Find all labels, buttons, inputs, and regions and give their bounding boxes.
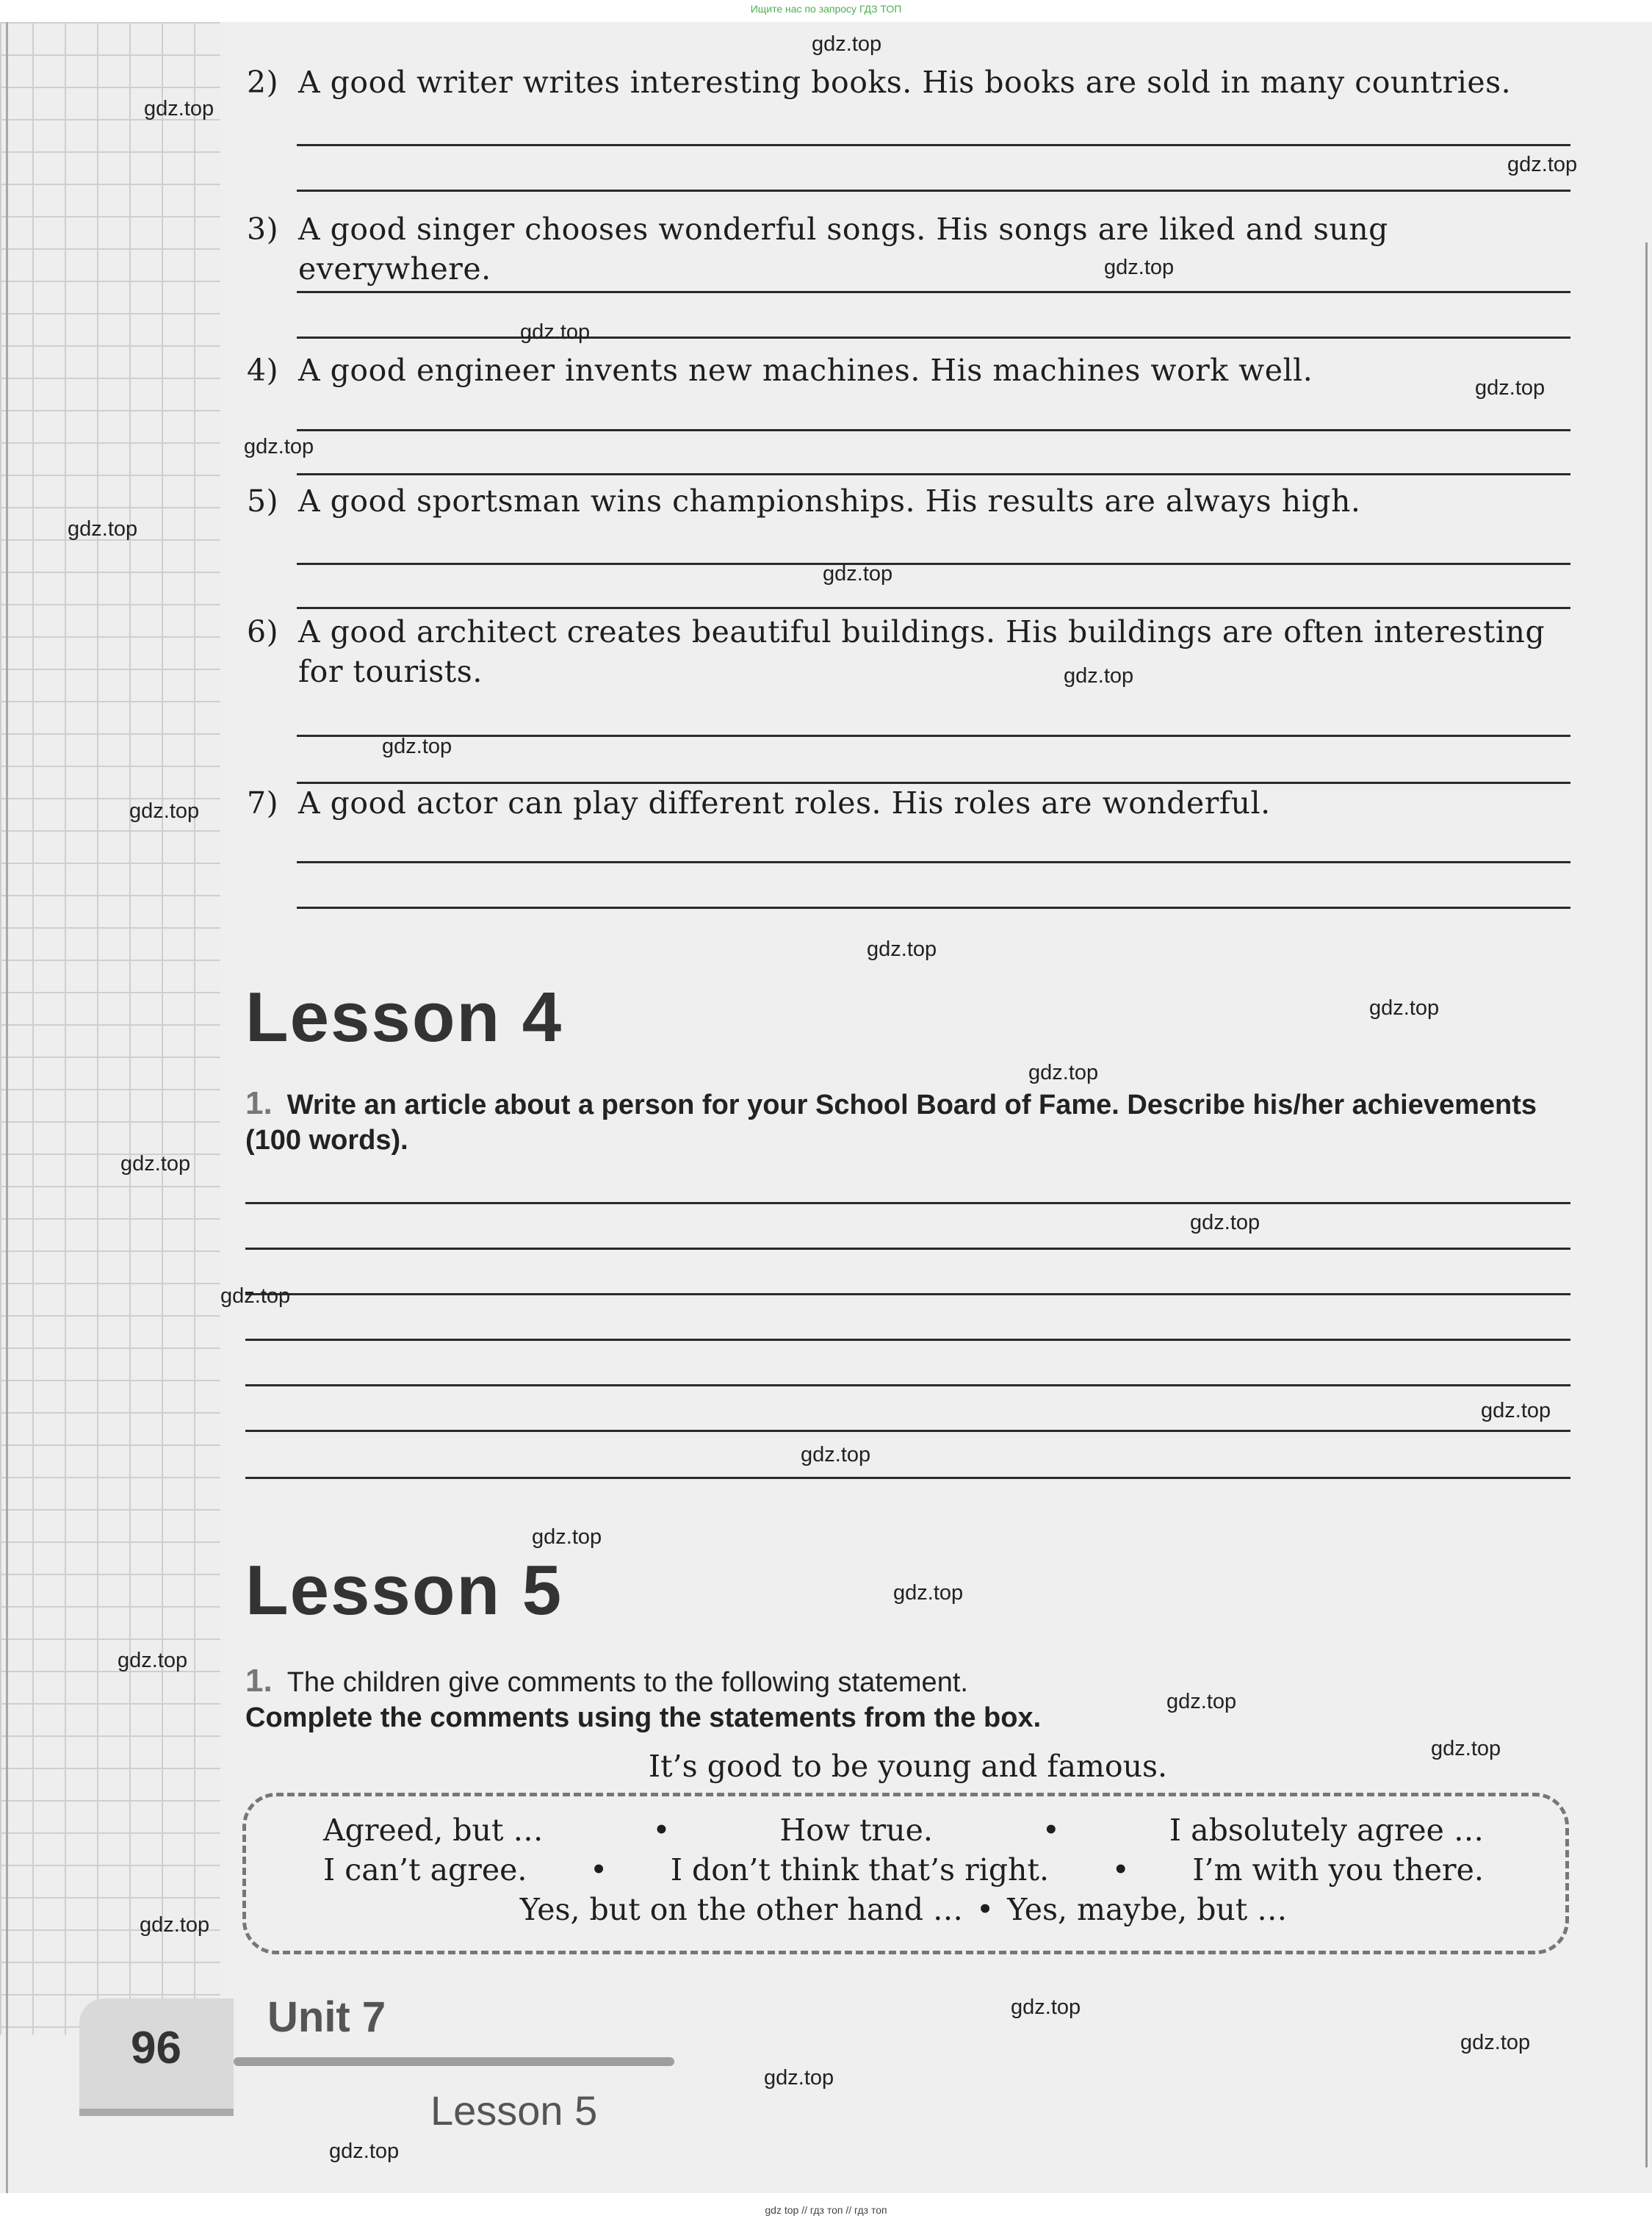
- answer-line[interactable]: [297, 563, 1570, 565]
- watermark: gdz.top: [1104, 256, 1175, 279]
- lesson-4-task: [245, 1086, 1575, 1158]
- phrase: I absolutely agree …: [1169, 1813, 1484, 1848]
- answer-line[interactable]: [245, 1430, 1570, 1432]
- watermark: gdz.top: [1481, 1399, 1551, 1422]
- task-line-2: Complete the comments using the statements from the box.: [245, 1702, 1042, 1733]
- lesson-label: Lesson 5: [430, 2087, 598, 2134]
- item-text: A good actor can play different roles. His roles are wonderful.: [298, 785, 1271, 821]
- watermark: gdz.top: [1064, 664, 1134, 688]
- bullet: •: [590, 1852, 608, 1887]
- item-number: 2): [247, 65, 279, 100]
- watermark: gdz.top: [764, 2066, 834, 2090]
- page-number: 96: [131, 2023, 181, 2073]
- watermark: gdz.top: [244, 435, 314, 458]
- answer-line[interactable]: [297, 144, 1570, 146]
- item-text: A good engineer invents new machines. His machines work well.: [298, 353, 1313, 388]
- watermark: gdz.top: [1475, 376, 1545, 400]
- watermark: gdz.top: [1431, 1737, 1501, 1760]
- watermark: gdz.top: [144, 97, 214, 120]
- bottom-note: gdz top // гдз топ // гдз топ: [765, 2204, 887, 2216]
- watermark: gdz.top: [120, 1152, 191, 1176]
- answer-line[interactable]: [245, 1339, 1570, 1341]
- phrase-row-3: [323, 1890, 1484, 1929]
- answer-line[interactable]: [245, 1477, 1570, 1479]
- answer-line[interactable]: [297, 735, 1570, 737]
- answer-line[interactable]: [245, 1248, 1570, 1250]
- answer-line[interactable]: [245, 1293, 1570, 1295]
- task-number: 1.: [245, 1085, 273, 1121]
- answer-line[interactable]: [297, 190, 1570, 192]
- phrase: How true.: [779, 1813, 933, 1848]
- task-number: 1.: [245, 1663, 273, 1699]
- exercise-item: [247, 612, 1572, 691]
- watermark: gdz.top: [867, 938, 937, 961]
- answer-line[interactable]: [297, 291, 1570, 293]
- item-number: 6): [247, 614, 279, 649]
- statement: It’s good to be young and famous.: [648, 1749, 1168, 1784]
- watermark: gdz.top: [329, 2140, 400, 2163]
- phrase: Yes, maybe, but …: [1007, 1892, 1288, 1927]
- answer-line[interactable]: [297, 337, 1570, 339]
- exercise-item: [247, 62, 1572, 102]
- watermark: gdz.top: [1011, 1996, 1081, 2019]
- left-rule: [6, 22, 8, 2193]
- bullet: •: [1042, 1813, 1060, 1848]
- phrase-row-1: [323, 1810, 1484, 1850]
- item-text: A good architect creates beautiful buildings. His buildings are often interesting for tourists.: [298, 614, 1545, 689]
- phrase: I’m with you there.: [1192, 1852, 1484, 1887]
- bullet: •: [976, 1892, 995, 1927]
- watermark: gdz.top: [129, 799, 200, 823]
- watermark: gdz.top: [1369, 996, 1440, 1020]
- phrase: Agreed, but …: [323, 1813, 544, 1848]
- exercise-item: [247, 783, 1572, 823]
- watermark: gdz.top: [220, 1284, 291, 1308]
- item-text: A good singer chooses wonderful songs. His songs are liked and sung everywhere.: [298, 212, 1388, 287]
- bullet: •: [1111, 1852, 1130, 1887]
- task-line-1: [245, 1663, 1575, 1700]
- watermark: gdz.top: [801, 1443, 871, 1467]
- footer-bar: [234, 2057, 674, 2066]
- exercise-item: [247, 481, 1572, 521]
- answer-line[interactable]: [297, 429, 1570, 431]
- phrase: I don’t think that’s right.: [670, 1852, 1049, 1887]
- answer-line[interactable]: [297, 473, 1570, 475]
- lesson-5-task: [245, 1663, 1575, 1735]
- grid-margin: [0, 22, 220, 2035]
- answer-line[interactable]: [297, 907, 1570, 909]
- lesson-4-title: Lesson 4: [245, 978, 563, 1057]
- answer-line[interactable]: [297, 607, 1570, 609]
- right-rule: [1645, 242, 1648, 2167]
- top-note: Ищите нас по запросу ГДЗ ТОП: [750, 3, 902, 15]
- watermark: gdz.top: [382, 735, 452, 758]
- watermark: gdz.top: [1028, 1061, 1099, 1084]
- watermark: gdz.top: [893, 1581, 964, 1605]
- phrase: Yes, but on the other hand …: [519, 1892, 964, 1927]
- exercise-item: [247, 209, 1572, 289]
- watermark: gdz.top: [1460, 2031, 1531, 2054]
- exercise-item: [247, 350, 1572, 390]
- item-number: 4): [247, 353, 279, 388]
- watermark: gdz.top: [812, 32, 882, 56]
- watermark: gdz.top: [1190, 1211, 1260, 1234]
- item-number: 3): [247, 212, 279, 247]
- bullet: •: [652, 1813, 671, 1848]
- watermark: gdz.top: [1507, 153, 1578, 176]
- answer-line[interactable]: [297, 861, 1570, 863]
- answer-line[interactable]: [245, 1202, 1570, 1204]
- watermark: gdz.top: [1166, 1690, 1237, 1713]
- item-number: 5): [247, 483, 279, 519]
- watermark: gdz.top: [823, 562, 893, 586]
- task-line-1-text: The children give comments to the following statement.: [286, 1667, 968, 1698]
- phrase-row-2: [323, 1850, 1484, 1890]
- watermark: gdz.top: [520, 320, 591, 344]
- watermark: gdz.top: [140, 1913, 210, 1937]
- task-text: Write an article about a person for your School Board of Fame. Describe his/her achievements (100 words).: [245, 1090, 1537, 1156]
- watermark: gdz.top: [118, 1649, 188, 1672]
- watermark: gdz.top: [532, 1525, 602, 1549]
- lesson-5-title: Lesson 5: [245, 1551, 563, 1630]
- item-text: A good writer writes interesting books. His books are sold in many countries.: [298, 65, 1512, 100]
- watermark: gdz.top: [68, 517, 138, 541]
- phrase: I can’t agree.: [323, 1852, 527, 1887]
- item-text: A good sportsman wins championships. His results are always high.: [298, 483, 1361, 519]
- item-number: 7): [247, 785, 279, 821]
- answer-line[interactable]: [245, 1384, 1570, 1386]
- unit-label: Unit 7: [267, 1993, 386, 2041]
